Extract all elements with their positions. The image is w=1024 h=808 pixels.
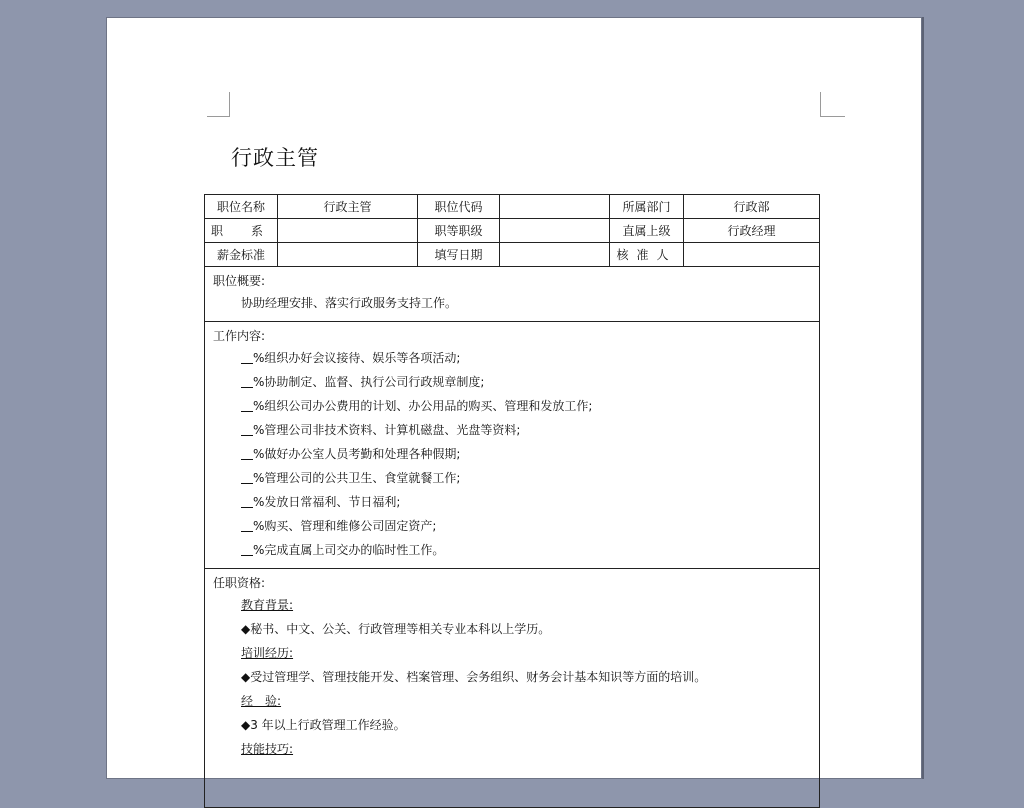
duty-text: %完成直属上司交办的临时性工作。 xyxy=(253,543,445,557)
duty-item xyxy=(213,394,811,418)
duty-text: %组织公司办公费用的计划、办公用品的购买、管理和发放工作; xyxy=(253,399,593,413)
overview-heading: 职位概要: xyxy=(213,274,266,288)
field-value: 行政经理 xyxy=(684,219,820,243)
field-label: 薪金标准 xyxy=(205,243,278,267)
crop-mark-top-right xyxy=(820,92,845,117)
table-row xyxy=(205,243,820,267)
job-description-table xyxy=(204,194,820,808)
field-label: 职等职级 xyxy=(418,219,500,243)
blank-underline xyxy=(241,375,253,388)
field-value xyxy=(500,243,610,267)
duty-text: %购买、管理和维修公司固定资产; xyxy=(253,519,437,533)
duty-item xyxy=(213,466,811,490)
duty-item xyxy=(213,418,811,442)
duty-text: %管理公司的公共卫生、食堂就餐工作; xyxy=(253,471,461,485)
duty-item xyxy=(213,442,811,466)
duties-heading: 工作内容: xyxy=(213,329,266,343)
field-value xyxy=(684,243,820,267)
duty-item xyxy=(213,490,811,514)
skills-label: 技能技巧: xyxy=(241,742,294,756)
table-row xyxy=(205,322,820,569)
field-label: 核准人 xyxy=(610,243,684,267)
table-row xyxy=(205,569,820,808)
blank-underline xyxy=(241,351,253,364)
field-value xyxy=(500,219,610,243)
crop-mark-top-left xyxy=(207,92,230,117)
field-value xyxy=(278,219,418,243)
field-label: 职位代码 xyxy=(418,195,500,219)
table-row xyxy=(205,195,820,219)
qualifications-heading: 任职资格: xyxy=(213,576,266,590)
field-label: 职位名称 xyxy=(205,195,278,219)
duty-text: %发放日常福利、节日福利; xyxy=(253,495,401,509)
duty-item xyxy=(213,346,811,370)
field-label: 所属部门 xyxy=(610,195,684,219)
field-label: 直属上级 xyxy=(610,219,684,243)
blank-underline xyxy=(241,399,253,412)
field-value: 行政主管 xyxy=(278,195,418,219)
table-row xyxy=(205,267,820,322)
overview-text: 协助经理安排、落实行政服务支持工作。 xyxy=(241,296,458,310)
field-label: 职 系 xyxy=(205,219,278,243)
duty-item xyxy=(213,538,811,562)
table-row xyxy=(205,219,820,243)
experience-label: 经 验: xyxy=(241,694,282,708)
duty-text: %组织办好会议接待、娱乐等各项活动; xyxy=(253,351,461,365)
document-page xyxy=(106,17,922,779)
field-value xyxy=(500,195,610,219)
education-text: ◆秘书、中文、公关、行政管理等相关专业本科以上学历。 xyxy=(241,622,551,636)
overview-section xyxy=(205,267,820,322)
document-title: 行政主管 xyxy=(231,146,319,170)
blank-underline xyxy=(241,471,253,484)
field-value: 行政部 xyxy=(684,195,820,219)
qualifications-section xyxy=(205,569,820,808)
duties-section xyxy=(205,322,820,569)
blank-underline xyxy=(241,423,253,436)
blank-underline xyxy=(241,447,253,460)
field-value xyxy=(278,243,418,267)
duty-item xyxy=(213,514,811,538)
field-label: 填写日期 xyxy=(418,243,500,267)
duty-text: %做好办公室人员考勤和处理各种假期; xyxy=(253,447,461,461)
duty-item xyxy=(213,370,811,394)
blank-underline xyxy=(241,543,253,556)
blank-underline xyxy=(241,519,253,532)
blank-underline xyxy=(241,495,253,508)
education-label: 教育背景: xyxy=(241,598,294,612)
duties-list xyxy=(213,346,811,562)
training-text: ◆受过管理学、管理技能开发、档案管理、会务组织、财务会计基本知识等方面的培训。 xyxy=(241,670,707,684)
duty-text: %管理公司非技术资料、计算机磁盘、光盘等资料; xyxy=(253,423,521,437)
duty-text: %协助制定、监督、执行公司行政规章制度; xyxy=(253,375,485,389)
experience-text: ◆3 年以上行政管理工作经验。 xyxy=(241,718,406,732)
training-label: 培训经历: xyxy=(241,646,294,660)
